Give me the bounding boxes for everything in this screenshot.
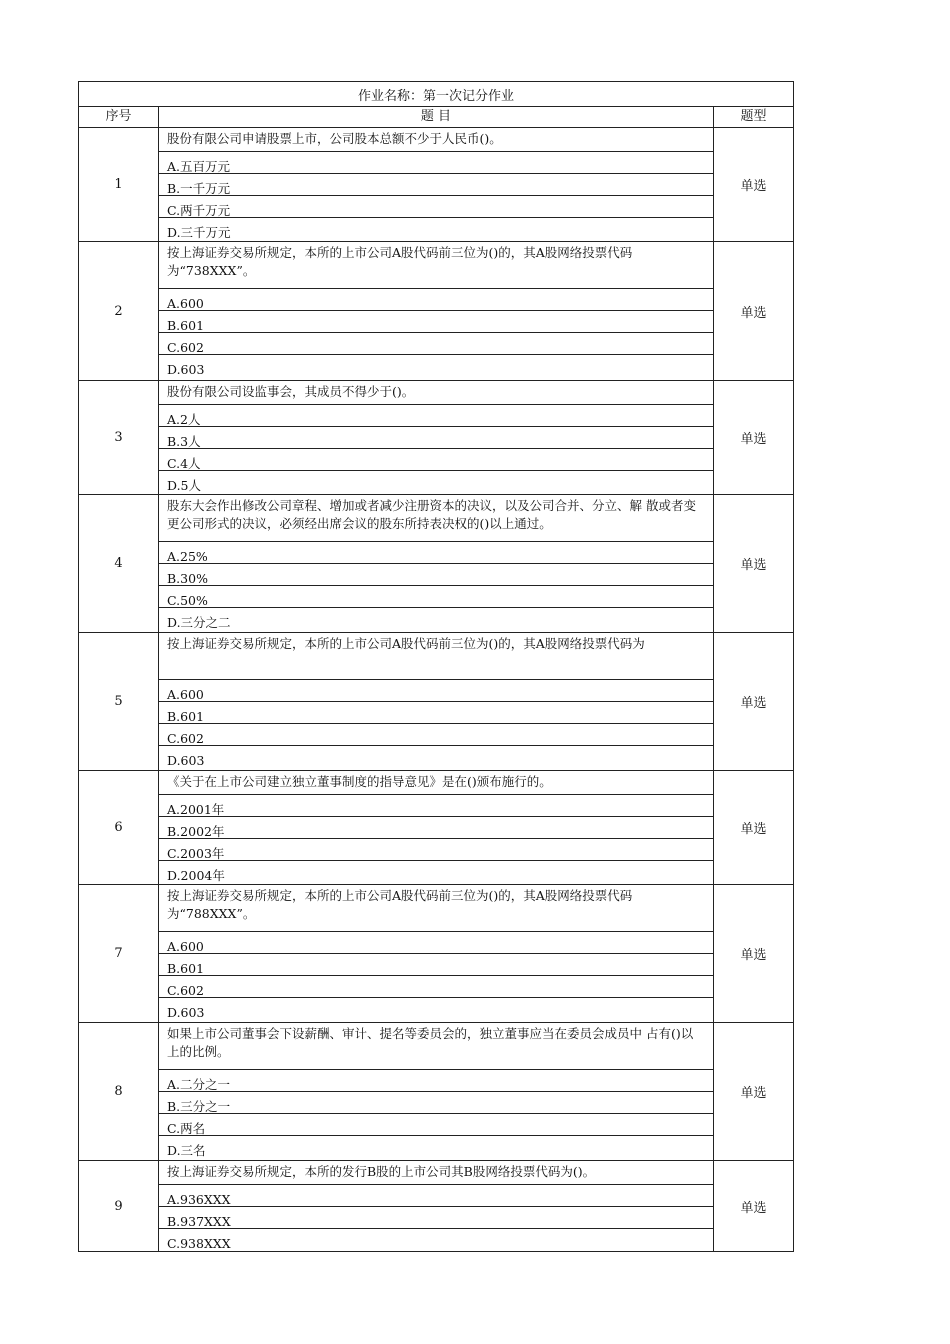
option-c: C.602 — [159, 724, 713, 746]
option-c: C.两名 — [159, 1114, 713, 1136]
question-stem: 按上海证券交易所规定，本所的上市公司A股代码前三位为()的，其A股网络投票代码为 — [159, 633, 713, 680]
header-question: 题 目 — [159, 107, 714, 127]
option-c: C.2003年 — [159, 839, 713, 861]
question-type: 单选 — [740, 1086, 767, 1101]
assignment-table — [78, 81, 794, 1252]
table-header — [79, 107, 793, 128]
question-type: 单选 — [740, 432, 767, 447]
option-b: B.937XXX — [159, 1207, 713, 1229]
question-cell — [159, 771, 714, 884]
option-c: C.938XXX — [167, 1236, 231, 1251]
option-a: A.936XXX — [159, 1185, 713, 1207]
question-number: 3 — [79, 381, 159, 494]
question-number: 9 — [79, 1161, 159, 1251]
option-d: D.2004年 — [167, 868, 225, 883]
option-d: D.603 — [167, 362, 205, 377]
question-type: 单选 — [740, 558, 767, 573]
question-cell — [159, 128, 714, 241]
question-type: 单选 — [740, 948, 767, 963]
question-stem: 按上海证券交易所规定，本所的上市公司A股代码前三位为()的，其A股网络投票代码为“738XXX”。 — [159, 242, 713, 289]
option-d: D.5人 — [167, 478, 202, 493]
option-b: B.30% — [159, 564, 713, 586]
option-c: C.50% — [159, 586, 713, 608]
option-b: B.3人 — [159, 427, 713, 449]
header-type: 题型 — [740, 109, 767, 124]
question-stem: 按上海证券交易所规定，本所的发行B股的上市公司其B股网络投票代码为()。 — [159, 1161, 713, 1185]
option-a: A.二分之一 — [159, 1070, 713, 1092]
option-b: B.2002年 — [159, 817, 713, 839]
question-row — [79, 381, 793, 495]
option-a: A.600 — [159, 289, 713, 311]
question-number: 2 — [79, 242, 159, 380]
question-cell — [159, 381, 714, 494]
question-cell — [159, 1023, 714, 1160]
option-d: D.三分之二 — [167, 615, 231, 630]
option-a: A.600 — [159, 680, 713, 702]
question-cell — [159, 633, 714, 770]
option-b: B.601 — [159, 311, 713, 333]
option-c: C.两千万元 — [159, 196, 713, 218]
option-a: A.25% — [159, 542, 713, 564]
question-number: 6 — [79, 771, 159, 884]
question-stem: 股份有限公司设监事会，其成员不得少于()。 — [159, 381, 713, 405]
option-a: A.600 — [159, 932, 713, 954]
option-a: A.五百万元 — [159, 152, 713, 174]
question-stem: 按上海证券交易所规定，本所的上市公司A股代码前三位为()的，其A股网络投票代码为“788XXX”。 — [159, 885, 713, 932]
question-type: 单选 — [740, 1200, 767, 1216]
option-b: B.601 — [159, 954, 713, 976]
option-a: A.2人 — [159, 405, 713, 427]
option-a: A.2001年 — [159, 795, 713, 817]
question-number: 8 — [79, 1023, 159, 1160]
assignment-title: 作业名称：第一次记分作业 — [79, 82, 793, 107]
header-number: 序号 — [79, 107, 159, 127]
question-type: 单选 — [740, 305, 767, 321]
option-d: D.三名 — [167, 1143, 206, 1158]
question-row — [79, 242, 793, 381]
option-c: C.602 — [159, 976, 713, 998]
question-stem: 《关于在上市公司建立独立董事制度的指导意见》是在()颁布施行的。 — [159, 771, 713, 795]
question-type: 单选 — [740, 822, 767, 837]
option-b: B.一千万元 — [159, 174, 713, 196]
question-type: 单选 — [740, 179, 767, 194]
question-stem: 股东大会作出修改公司章程、增加或者减少注册资本的决议，以及公司合并、分立、解 散或者变更公司形式的决议，必须经出席会议的股东所持表决权的()以上通过。 — [159, 495, 713, 542]
question-cell — [159, 1161, 714, 1251]
option-d: D.603 — [167, 1005, 205, 1020]
question-row — [79, 885, 793, 1023]
question-number: 1 — [79, 128, 159, 241]
question-cell — [159, 242, 714, 380]
question-cell — [159, 495, 714, 632]
question-type: 单选 — [740, 696, 767, 711]
option-c: C.602 — [159, 333, 713, 355]
question-number: 5 — [79, 633, 159, 770]
question-stem: 股份有限公司申请股票上市，公司股本总额不少于人民币()。 — [159, 128, 713, 152]
option-b: B.三分之一 — [159, 1092, 713, 1114]
question-row — [79, 633, 793, 771]
option-c: C.4人 — [159, 449, 713, 471]
question-number: 4 — [79, 495, 159, 632]
question-stem: 如果上市公司董事会下设薪酬、审计、提名等委员会的，独立董事应当在委员会成员中 占有()以上的比例。 — [159, 1023, 713, 1070]
question-row — [79, 1023, 793, 1161]
question-row — [79, 1161, 793, 1251]
option-d: D.603 — [167, 753, 205, 768]
question-cell — [159, 885, 714, 1022]
question-number: 7 — [79, 885, 159, 1022]
question-row — [79, 495, 793, 633]
question-row — [79, 128, 793, 242]
question-row — [79, 771, 793, 885]
option-d: D.三千万元 — [167, 225, 231, 240]
option-b: B.601 — [159, 702, 713, 724]
